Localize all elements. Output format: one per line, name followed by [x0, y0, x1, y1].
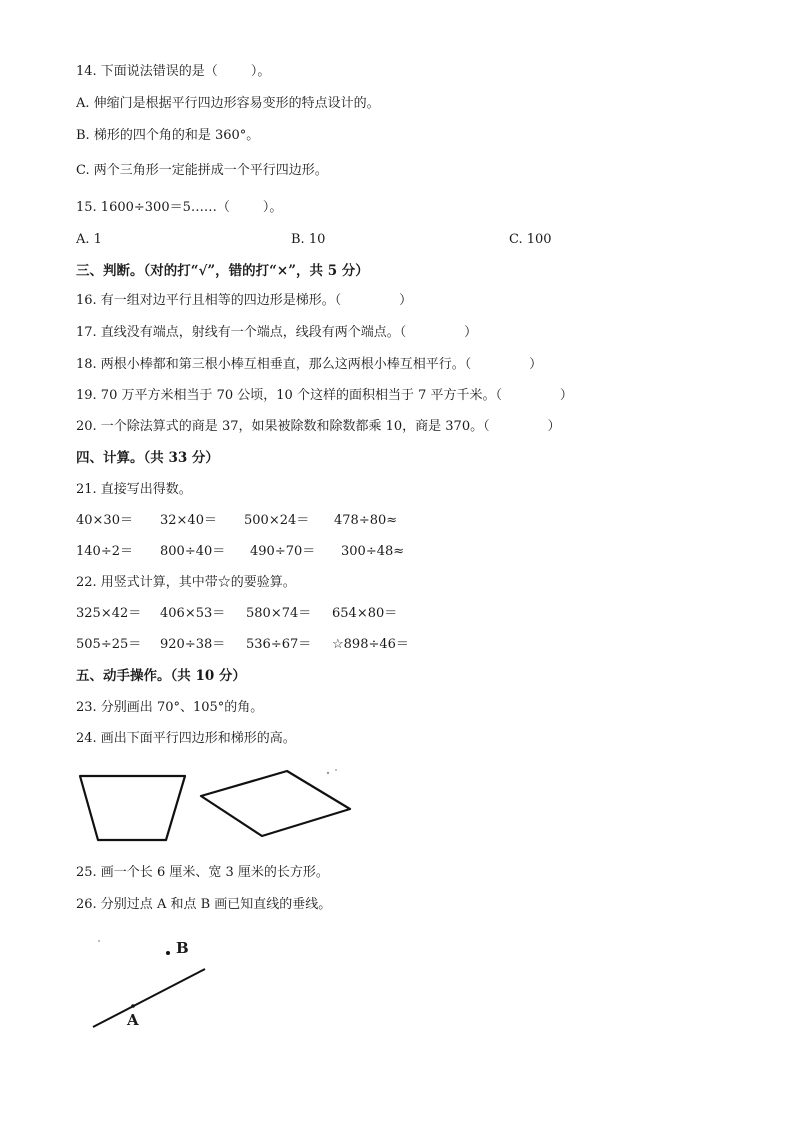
section-5-heading: 五、动手操作。（共 10 分）	[76, 668, 246, 684]
q21-expr: 32×40＝	[160, 513, 217, 528]
q17: 17. 直线没有端点，射线有一个端点，线段有两个端点。（ ）	[76, 325, 478, 340]
point-b-dot	[166, 951, 170, 955]
point-a-label: A	[127, 1011, 139, 1029]
q26: 26. 分别过点 A 和点 B 画已知直线的垂线。	[76, 897, 332, 912]
q15-option-a: A. 1	[76, 232, 102, 247]
given-line	[93, 969, 205, 1027]
q16: 16. 有一组对边平行且相等的四边形是梯形。（ ）	[76, 293, 413, 308]
q21-expr: 300÷48≈	[341, 544, 405, 559]
q22-stem: 22. 用竖式计算，其中带☆的要验算。	[76, 575, 296, 590]
q25: 25. 画一个长 6 厘米、宽 3 厘米的长方形。	[76, 865, 329, 880]
q15-option-c: C. 100	[509, 232, 552, 247]
q14-stem: 14. 下面说法错误的是（ ）。	[76, 64, 271, 79]
q22-expr: 505÷25＝	[76, 637, 142, 652]
section-4-heading: 四、计算。（共 33 分）	[76, 450, 219, 466]
q15-stem: 15. 1600÷300＝5……（ ）。	[76, 200, 283, 215]
q15-option-b: B. 10	[291, 232, 326, 247]
point-b-label: B	[176, 939, 189, 957]
q22-expr: 920÷38＝	[160, 637, 226, 652]
q22-expr: 536÷67＝	[246, 637, 312, 652]
q21-stem: 21. 直接写出得数。	[76, 482, 192, 497]
q20: 20. 一个除法算式的商是 37，如果被除数和除数都乘 10，商是 370。（ ）	[76, 419, 561, 434]
q21-expr: 490÷70＝	[250, 544, 316, 559]
q22-expr: 325×42＝	[76, 606, 142, 621]
section-3-heading: 三、判断。（对的打“√”，错的打“×”，共 5 分）	[76, 263, 369, 279]
q19: 19. 70 万平方米相当于 70 公顷，10 个这样的面积相当于 7 平方千米。（ ）	[76, 388, 573, 403]
q21-expr: 40×30＝	[76, 513, 133, 528]
q21-expr: 140÷2＝	[76, 544, 133, 559]
point-a-dot	[131, 1004, 135, 1008]
q14-option-c: C. 两个三角形一定能拼成一个平行四边形。	[76, 163, 328, 178]
q14-option-b: B. 梯形的四个角的和是 360°。	[76, 128, 260, 143]
q22-expr: 580×74＝	[246, 606, 312, 621]
q21-expr: 500×24＝	[244, 513, 310, 528]
q14-option-a: A. 伸缩门是根据平行四边形容易变形的特点设计的。	[76, 96, 380, 111]
q23: 23. 分别画出 70°、105°的角。	[76, 700, 264, 715]
q21-expr: 800÷40＝	[160, 544, 226, 559]
q18: 18. 两根小棒都和第三根小棒互相垂直，那么这两根小棒互相平行。（ ）	[76, 357, 543, 372]
q24: 24. 画出下面平行四边形和梯形的高。	[76, 731, 296, 746]
q22-expr: 654×80＝	[332, 606, 398, 621]
q21-expr: 478÷80≈	[334, 513, 398, 528]
q22-expr: 406×53＝	[160, 606, 226, 621]
q22-expr: ☆898÷46＝	[332, 637, 409, 652]
